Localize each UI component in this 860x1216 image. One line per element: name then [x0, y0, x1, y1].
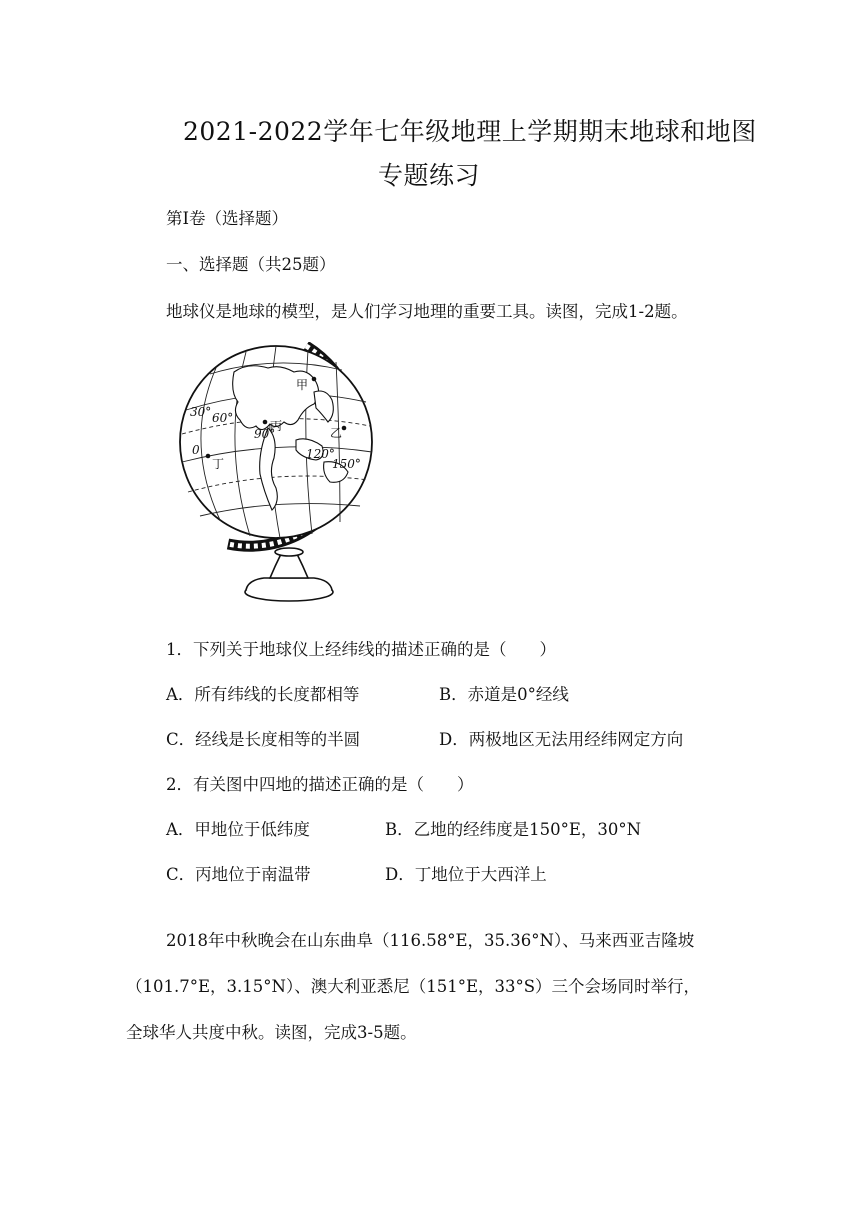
label-lon-90: 90°	[254, 427, 276, 441]
point-bing	[263, 420, 268, 425]
point-jia	[312, 377, 317, 382]
point-ding	[206, 454, 211, 459]
question-1-option-c: C．经线是长度相等的半圆	[166, 730, 361, 749]
question-2-option-a: A．甲地位于低纬度	[166, 820, 310, 839]
question-2-option-d: D．丁地位于大西洋上	[385, 865, 547, 884]
label-lat-30: 30°	[190, 405, 212, 419]
question-1-stem: 1．下列关于地球仪上经纬线的描述正确的是（ ）	[166, 640, 556, 659]
question-1-option-b: B．赤道是0°经线	[439, 685, 569, 704]
intro-questions-1-2: 地球仪是地球的模型，是人们学习地理的重要工具。读图，完成1-2题。	[166, 302, 688, 321]
page-title-line-2: 专题练习	[378, 161, 481, 190]
question-1-option-d: D．两极地区无法用经纬网定方向	[439, 730, 684, 749]
globe-stand	[245, 548, 333, 601]
label-jia: 甲	[296, 378, 309, 392]
point-yi	[342, 426, 347, 431]
page-title-line-1: 2021-2022学年七年级地理上学期期末地球和地图	[183, 117, 757, 146]
question-2-stem: 2．有关图中四地的描述正确的是（ ）	[166, 775, 474, 794]
label-lat-0: 0	[192, 443, 200, 457]
question-2-option-b: B．乙地的经纬度是150°E，30°N	[385, 820, 642, 839]
label-bing: 丙	[270, 419, 283, 433]
label-lon-120: 120°	[306, 447, 335, 461]
intro-questions-3-5-line-3: 全球华人共度中秋。读图，完成3-5题。	[126, 1023, 417, 1042]
globe-figure	[176, 342, 396, 612]
section-heading: 第I卷（选择题）	[166, 209, 289, 228]
label-lon-150: 150°	[332, 457, 361, 471]
label-yi: 乙	[330, 426, 343, 440]
intro-questions-3-5-line-1: 2018年中秋晚会在山东曲阜（116.58°E，35.36°N）、马来西亚吉隆坡	[166, 931, 695, 950]
label-lon-60: 60°	[212, 411, 234, 425]
intro-questions-3-5-line-2: （101.7°E，3.15°N）、澳大利亚悉尼（151°E，33°S）三个会场同时举行，	[126, 977, 701, 996]
question-1-option-a: A．所有纬线的长度都相等	[166, 685, 360, 704]
part-heading: 一、选择题（共25题）	[166, 255, 336, 274]
question-2-option-c: C．丙地位于南温带	[166, 865, 311, 884]
label-ding: 丁	[212, 457, 225, 471]
